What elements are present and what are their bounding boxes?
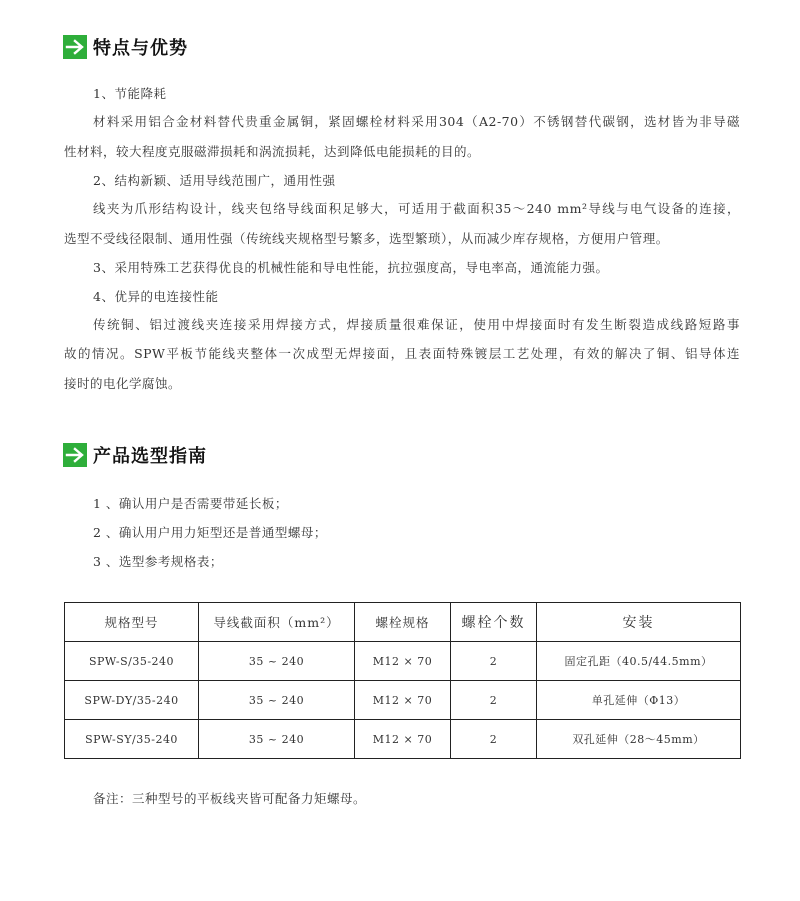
selection-step-3: 3 、选型参考规格表； bbox=[93, 554, 223, 569]
col-header-model: 规格型号 bbox=[65, 603, 199, 642]
feature-2-line-1: 线夹为爪形结构设计，线夹包络导线面积足够大，可适用于截面积35～240 mm²导线与电气设备的连接， bbox=[93, 201, 740, 216]
cell-install: 固定孔距（40.5/44.5mm） bbox=[537, 642, 741, 681]
cell-model: SPW-DY/35-240 bbox=[65, 681, 199, 720]
feature-3-heading: 3、采用特殊工艺获得优良的机械性能和导电性能，抗拉强度高，导电率高，通流能力强。 bbox=[93, 260, 609, 275]
cell-model: SPW-S/35-240 bbox=[65, 642, 199, 681]
cell-cross-section: 35 ~ 240 bbox=[199, 681, 355, 720]
feature-2-line-2: 选型不受线径限制、通用性强（传统线夹规格型号繁多，选型繁琐），从而减少库存规格，方便用户管理。 bbox=[64, 231, 669, 246]
table-header-row bbox=[65, 603, 741, 642]
cell-bolt-spec: M12 × 70 bbox=[355, 642, 451, 681]
cell-bolt-spec: M12 × 70 bbox=[355, 720, 451, 759]
selection-section-header bbox=[63, 442, 207, 468]
selection-title: 产品选型指南 bbox=[93, 446, 207, 467]
cell-cross-section: 35 ~ 240 bbox=[199, 720, 355, 759]
feature-1-line-1: 材料采用铝合金材料替代贵重金属铜，紧固螺栓材料采用304（A2-70）不锈钢替代碳钢，选材皆为非导磁 bbox=[93, 114, 740, 129]
feature-4-line-1: 传统铜、铝过渡线夹连接采用焊接方式，焊接质量很难保证，使用中焊接面时有发生断裂造成线路短路事 bbox=[93, 317, 740, 332]
col-header-bolt-spec: 螺栓规格 bbox=[355, 603, 451, 642]
spec-table bbox=[64, 602, 741, 759]
arrow-right-icon bbox=[63, 443, 87, 467]
feature-4-heading: 4、优异的电连接性能 bbox=[93, 289, 219, 304]
feature-2-heading: 2、结构新颖、适用导线范围广，通用性强 bbox=[93, 173, 336, 188]
col-header-bolt-count: 螺栓个数 bbox=[451, 603, 537, 642]
cell-model: SPW-SY/35-240 bbox=[65, 720, 199, 759]
selection-step-2: 2 、确认用户用力矩型还是普通型螺母； bbox=[93, 525, 327, 540]
feature-1-heading: 1、节能降耗 bbox=[93, 86, 167, 101]
cell-install: 单孔延伸（Φ13） bbox=[537, 681, 741, 720]
table-row bbox=[65, 642, 741, 681]
selection-step-1: 1 、确认用户是否需要带延长板； bbox=[93, 496, 288, 511]
arrow-right-icon bbox=[63, 35, 87, 59]
feature-4-line-2: 故的情况。SPW平板节能线夹整体一次成型无焊接面，且表面特殊镀层工艺处理，有效的解决了铜、铝导体连 bbox=[64, 346, 740, 361]
feature-4-line-3: 接时的电化学腐蚀。 bbox=[64, 376, 182, 391]
col-header-install: 安装 bbox=[537, 603, 741, 642]
cell-cross-section: 35 ~ 240 bbox=[199, 642, 355, 681]
features-title: 特点与优势 bbox=[93, 38, 188, 59]
feature-1-line-2: 性材料，较大程度克服磁滞损耗和涡流损耗，达到降低电能损耗的目的。 bbox=[64, 144, 481, 159]
cell-bolt-spec: M12 × 70 bbox=[355, 681, 451, 720]
table-row bbox=[65, 720, 741, 759]
col-header-cross-section: 导线截面积（mm²） bbox=[199, 603, 355, 642]
cell-bolt-count: 2 bbox=[451, 681, 537, 720]
table-row bbox=[65, 681, 741, 720]
cell-bolt-count: 2 bbox=[451, 720, 537, 759]
selection-note: 备注：三种型号的平板线夹皆可配备力矩螺母。 bbox=[93, 791, 367, 806]
cell-install: 双孔延伸（28～45mm） bbox=[537, 720, 741, 759]
features-section-header bbox=[63, 34, 188, 60]
cell-bolt-count: 2 bbox=[451, 642, 537, 681]
